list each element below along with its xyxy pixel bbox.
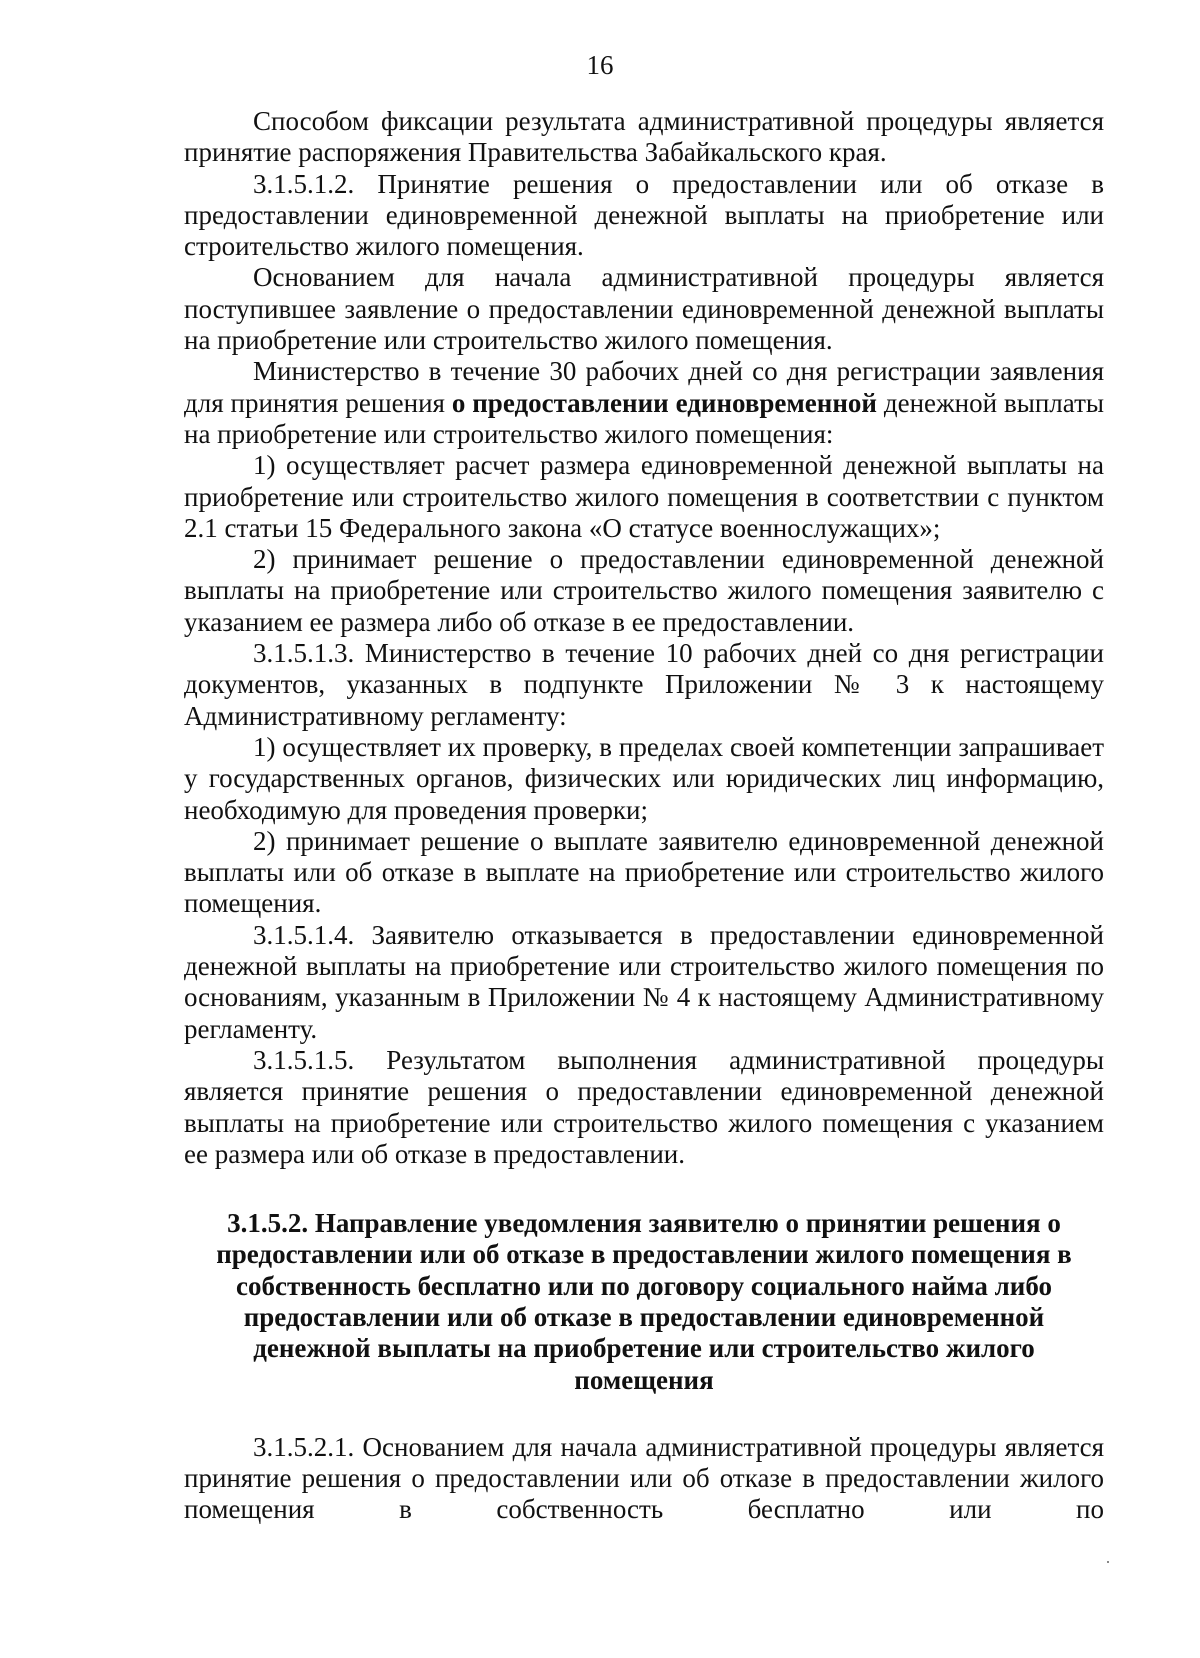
paragraph-3-1-5-1-2: 3.1.5.1.2. Принятие решения о предоставлении или об отказе в предоставлении единовременной денежной выплаты на приобретение или строительство жилого помещения. — [184, 168, 1104, 262]
paragraph-ministry-30-days — [184, 356, 1104, 450]
paragraph-3-1-5-1-4: 3.1.5.1.4. Заявителю отказывается в предоставлении единовременной денежной выплаты на приобретение или строительство жилого помещения по основаниям, указанным в Приложении № 4 к настоящему Административному регламенту. — [184, 919, 1104, 1044]
page-number: 16 — [586, 50, 614, 80]
list-item-calculation: 1) осуществляет расчет размера единовременной денежной выплаты на приобретение или строительство жилого помещения в соответствии с пунктом 2.1 статьи 15 Федерального закона «О статусе военнослужащих»; — [184, 450, 1104, 543]
paragraph-text-after: денежной выплаты на приобретение или строительство жилого помещения: — [184, 387, 1105, 449]
paragraph-procedure-basis: Основанием для начала административной процедуры является поступившее заявление о предоставлении единовременной денежной выплаты на приобретение или строительство жилого помещения. — [184, 262, 1104, 356]
paragraph-result-fixation: Способом фиксации результата административной процедуры является принятие распоряжения Правительства Забайкальского края. — [184, 106, 1104, 168]
paragraph-3-1-5-2-1: 3.1.5.2.1. Основанием для начала административной процедуры является принятие решения о предоставлении или об отказе в предоставлении жилого помещения в собственность бесплатно или по — [184, 1431, 1104, 1525]
paragraph-3-1-5-1-3: 3.1.5.1.3. Министерство в течение 10 рабочих дней со дня регистрации документов, указанных в подпункте Приложении № 3 к настоящему Административному регламенту: — [184, 638, 1104, 731]
paragraph-text-before: Министерство в течение 30 рабочих дней со дня регистрации заявления для принятия решения — [184, 356, 1104, 418]
paragraph-bold-fragment: о предоставлении единовременной — [451, 387, 877, 418]
paragraph-3-1-5-1-5: 3.1.5.1.5. Результатом выполнения административной процедуры является принятие решения о предоставлении единовременной денежной выплаты на приобретение или строительство жилого помещения с указанием ее размера или об отказе в предоставлении. — [184, 1044, 1104, 1169]
list-item-payment-decision: 2) принимает решение о выплате заявителю единовременной денежной выплаты или об отказе в выплате на приобретение или строительство жилого помещения. — [184, 825, 1104, 919]
scan-speck — [1107, 1561, 1109, 1563]
list-item-decision: 2) принимает решение о предоставлении единовременной денежной выплаты на приобретение или строительство жилого помещения заявителю с указанием ее размера либо об отказе в ее предоставлении. — [184, 544, 1104, 637]
list-item-verification: 1) осуществляет их проверку, в пределах своей компетенции запрашивает у государственных органов, физических или юридических лиц информацию, необходимую для проведения проверки; — [184, 731, 1104, 825]
section-heading: 3.1.5.2. Направление уведомления заявителю о принятии решения о предоставлении или об отказе в предоставлении жилого помещения в собственность бесплатно или по договору социального найма либо предоставлении или об отказе в предоставлении единовременной денежной выплаты на приобретение или строительство жилого помещения — [216, 1208, 1072, 1395]
document-body — [184, 106, 1104, 1526]
